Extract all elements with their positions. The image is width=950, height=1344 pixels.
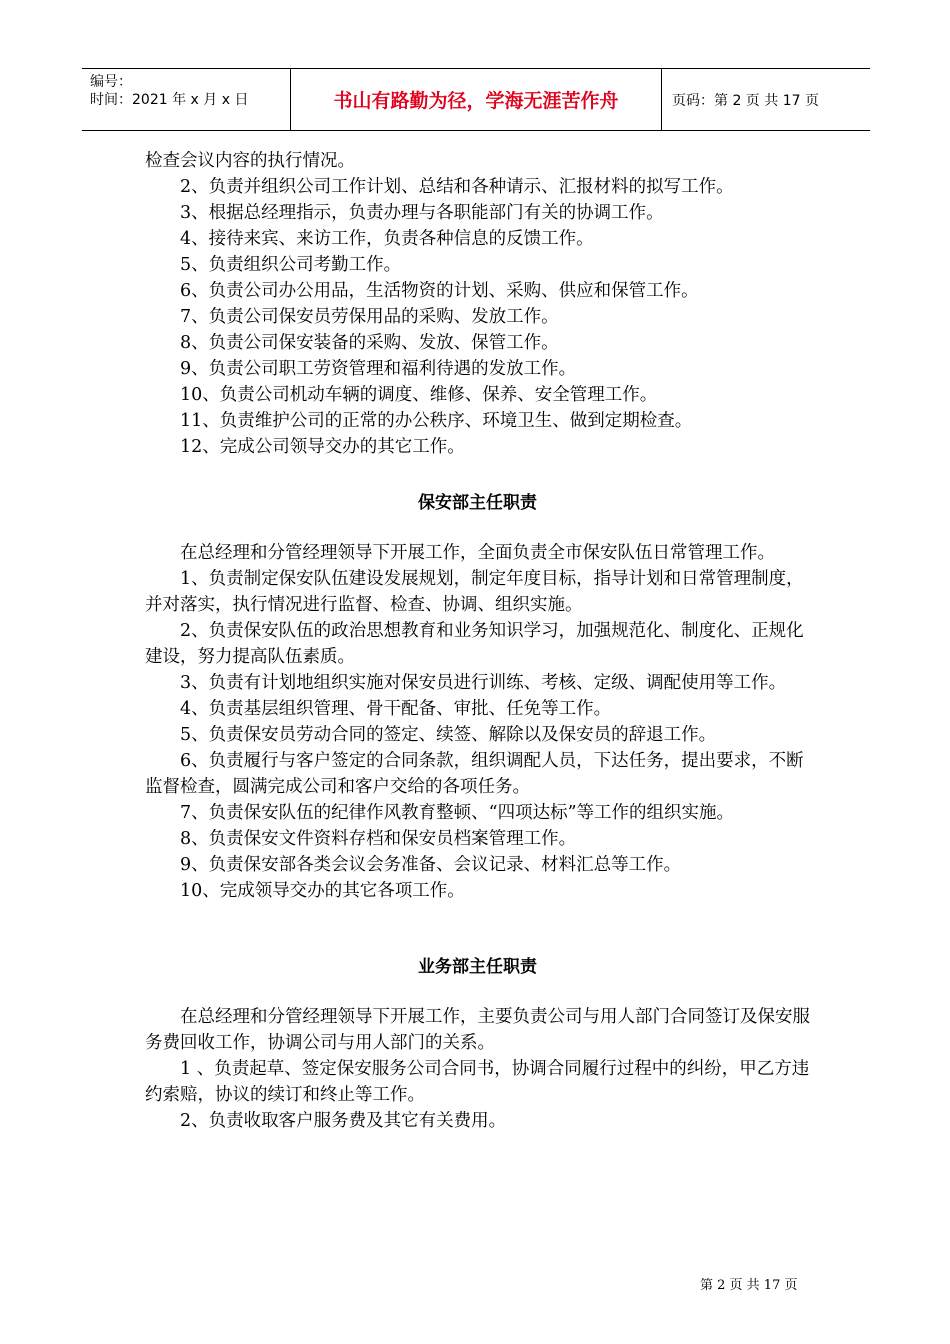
paragraph: 2、负责收取客户服务费及其它有关费用。 — [180, 1111, 507, 1131]
paragraph: 在总经理和分管经理领导下开展工作，全面负责全市保安队伍日常管理工作。 — [180, 543, 775, 563]
paragraph: 检查会议内容的执行情况。 — [145, 151, 355, 171]
header-meta — [82, 69, 291, 130]
header-page-info: 页码：第 2 页 共 17 页 — [672, 92, 819, 109]
paragraph: 6、负责履行与客户签定的合同条款，组织调配人员，下达任务，提出要求，不断监督检查，圆满完成公司和客户交给的各项任务。 — [145, 751, 804, 797]
paragraph: 9、负责保安部各类会议会务准备、会议记录、材料汇总等工作。 — [180, 855, 682, 875]
paragraph: 5、负责保安员劳动合同的签定、续签、解除以及保安员的辞退工作。 — [180, 725, 717, 745]
paragraph: 7、负责公司保安员劳保用品的采购、发放工作。 — [180, 307, 559, 327]
header-motto: 书山有路勤为径，学海无涯苦作舟 — [291, 69, 662, 130]
paragraph: 10、完成领导交办的其它各项工作。 — [180, 881, 465, 901]
paragraph: 7、负责保安队伍的纪律作风教育整顿、“四项达标”等工作的组织实施。 — [180, 803, 735, 823]
paragraph: 4、接待来宾、来访工作，负责各种信息的反馈工作。 — [180, 229, 594, 249]
paragraph: 11、负责维护公司的正常的办公秩序、环境卫生、做到定期检查。 — [180, 411, 693, 431]
paragraph: 1 、负责起草、签定保安服务公司合同书，协调合同履行过程中的纠纷，甲乙方违约索赔，协议的续订和终止等工作。 — [145, 1059, 810, 1105]
paragraph: 5、负责组织公司考勤工作。 — [180, 255, 402, 275]
paragraph: 3、根据总经理指示，负责办理与各职能部门有关的协调工作。 — [180, 203, 664, 223]
document-number-label: 编号： — [90, 74, 132, 90]
paragraph: 2、负责并组织公司工作计划、总结和各种请示、汇报材料的拟写工作。 — [180, 177, 734, 197]
paragraph: 6、负责公司办公用品，生活物资的计划、采购、供应和保管工作。 — [180, 281, 699, 301]
paragraph: 4、负责基层组织管理、骨干配备、审批、任免等工作。 — [180, 699, 612, 719]
paragraph: 3、负责有计划地组织实施对保安员进行训练、考核、定级、调配使用等工作。 — [180, 673, 787, 693]
paragraph: 9、负责公司职工劳资管理和福利待遇的发放工作。 — [180, 359, 577, 379]
paragraph: 10、负责公司机动车辆的调度、维修、保养、安全管理工作。 — [180, 385, 658, 405]
document-body — [145, 148, 810, 1134]
page-header — [82, 68, 870, 131]
paragraph: 2、负责保安队伍的政治思想教育和业务知识学习，加强规范化、制度化、正规化建设，努力提高队伍素质。 — [145, 621, 804, 667]
document-time-label: 时间：2021 年 x 月 x 日 — [90, 92, 249, 108]
paragraph: 12、完成公司领导交办的其它工作。 — [180, 437, 465, 457]
section-title: 保安部主任职责 — [418, 493, 537, 513]
page-footer: 第 2 页 共 17 页 — [700, 1278, 798, 1293]
paragraph: 8、负责保安文件资料存档和保安员档案管理工作。 — [180, 829, 577, 849]
paragraph: 1、负责制定保安队伍建设发展规划，制定年度目标，指导计划和日常管理制度，并对落实，执行情况进行监督、检查、协调、组织实施。 — [145, 569, 804, 615]
section-title: 业务部主任职责 — [418, 957, 537, 977]
paragraph: 在总经理和分管经理领导下开展工作，主要负责公司与用人部门合同签订及保安服务费回收工作，协调公司与用人部门的关系。 — [145, 1007, 810, 1053]
paragraph: 8、负责公司保安装备的采购、发放、保管工作。 — [180, 333, 559, 353]
